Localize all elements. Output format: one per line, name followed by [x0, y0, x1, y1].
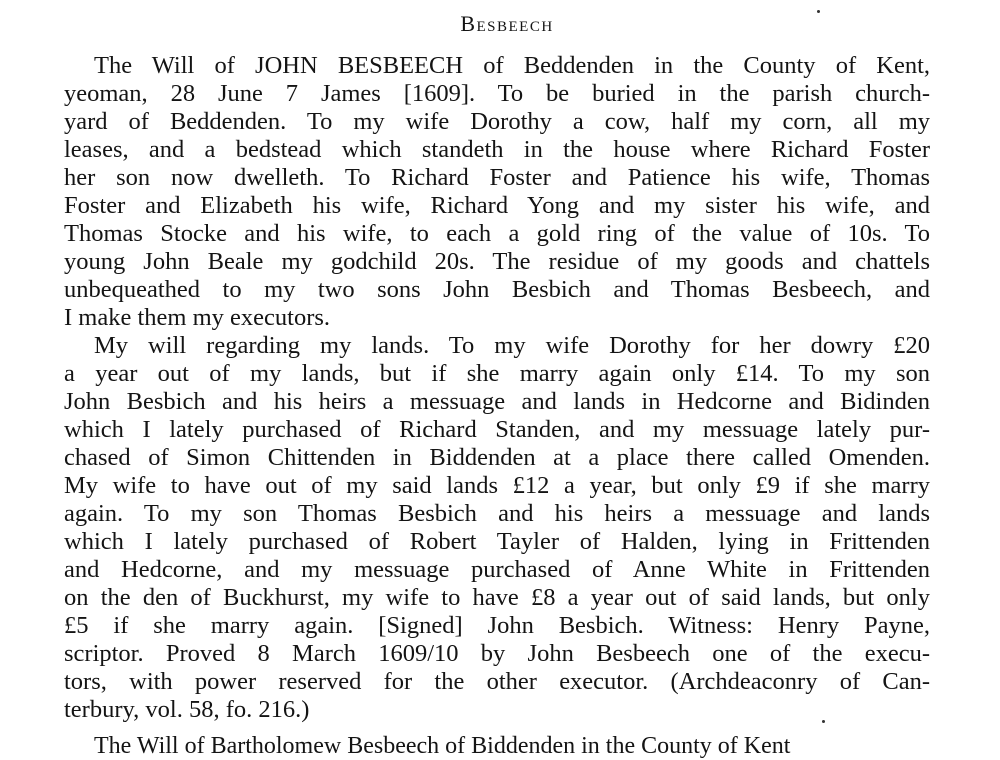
text-line: The Will of JOHN BESBEECH of Beddenden in the County of Kent, — [94, 52, 930, 79]
text-line: John Besbich and his heirs a messuage and lands in Hedcorne and Bidinden — [64, 388, 930, 415]
text-line: £5 if she marry again. [Signed] John Besbich. Witness: Henry Payne, — [64, 612, 930, 639]
text-line: unbequeathed to my two sons John Besbich and Thomas Besbeech, and — [64, 276, 930, 303]
text-line: leases, and a bedstead which standeth in the house where Richard Foster — [64, 136, 930, 163]
text-line: terbury, vol. 58, fo. 216.) — [64, 696, 310, 723]
print-speck — [822, 720, 825, 723]
text-line: chased of Simon Chittenden in Biddenden at a place there called Omenden. — [64, 444, 930, 471]
text-line: tors, with power reserved for the other executor. (Archdeaconry of Can- — [64, 668, 930, 695]
text-line: yard of Beddenden. To my wife Dorothy a cow, half my corn, all my — [64, 108, 930, 135]
next-entry-partial-line: The Will of Bartholomew Besbeech of Biddenden in the County of Kent — [94, 733, 791, 759]
text-line: Foster and Elizabeth his wife, Richard Yong and my sister his wife, and — [64, 192, 930, 219]
text-line: which I lately purchased of Richard Standen, and my messuage lately pur- — [64, 416, 930, 443]
print-speck — [817, 10, 820, 13]
text-line: I make them my executors. — [64, 304, 331, 331]
text-line: again. To my son Thomas Besbich and his heirs a messuage and lands — [64, 500, 930, 527]
text-line: and Hedcorne, and my messuage purchased of Anne White in Frittenden — [64, 556, 930, 583]
text-line: on the den of Buckhurst, my wife to have £8 a year out of said lands, but only — [64, 584, 930, 611]
text-line: yeoman, 28 June 7 James [1609]. To be buried in the parish church- — [64, 80, 930, 107]
text-line: her son now dwelleth. To Richard Foster and Patience his wife, Thomas — [64, 164, 930, 191]
text-line: Thomas Stocke and his wife, to each a gold ring of the value of 10s. To — [64, 220, 930, 247]
will-paragraph-1 — [64, 52, 930, 332]
page-heading: Besbeech — [460, 11, 554, 36]
text-line: which I lately purchased of Robert Tayler of Halden, lying in Frittenden — [64, 528, 930, 555]
will-paragraph-2 — [64, 332, 930, 724]
text-line: a year out of my lands, but if she marry again only £14. To my son — [64, 360, 930, 387]
text-line: My will regarding my lands. To my wife Dorothy for her dowry £20 — [94, 332, 930, 359]
document-page — [64, 10, 930, 724]
text-line: My wife to have out of my said lands £12 a year, but only £9 if she marry — [64, 472, 930, 499]
text-line: scriptor. Proved 8 March 1609/10 by John Besbeech one of the execu- — [64, 640, 930, 667]
text-line: young John Beale my godchild 20s. The residue of my goods and chattels — [64, 248, 930, 275]
